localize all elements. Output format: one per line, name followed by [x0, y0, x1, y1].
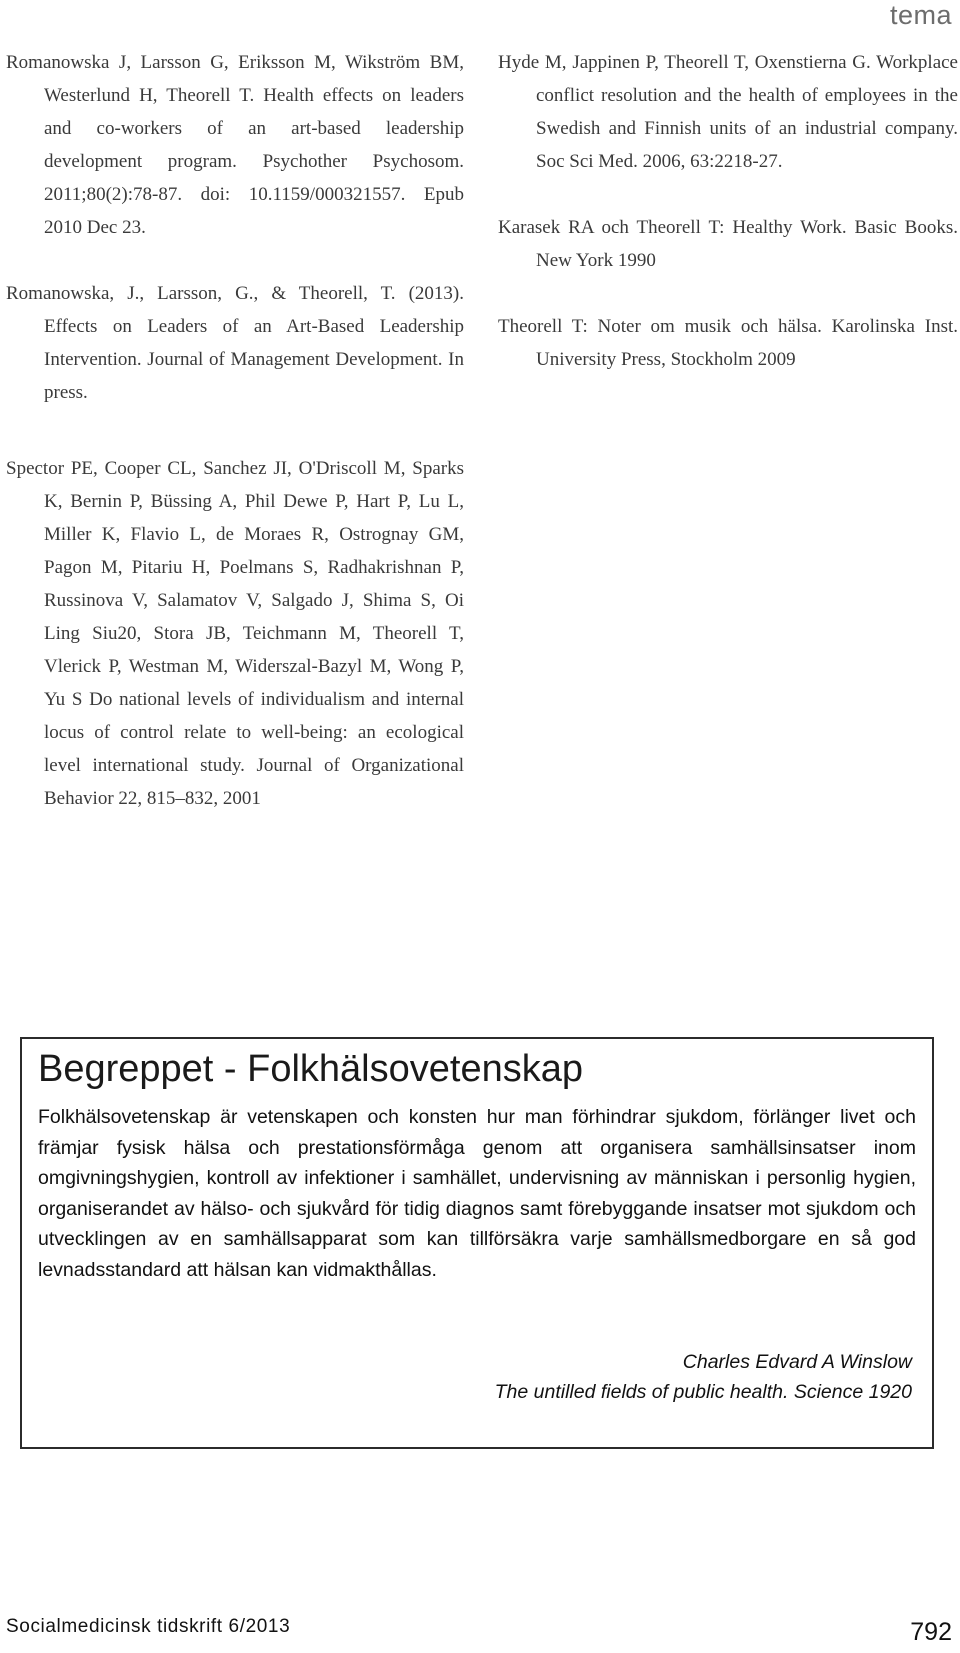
- reference-item: Romanowska, J., Larsson, G., & Theorell, T. (2013). Effects on Leaders of an Art-Based Leadership Intervention. Journal of Management Development. In press.: [6, 283, 464, 403]
- reference-item: Romanowska J, Larsson G, Eriksson M, Wikström BM, Westerlund H, Theorell T. Health effects on leaders and co-workers of an art-based leadership development program. Psychother Psychosom. 2011;80(2):78-87. doi: 10.1159/000321557. Epub 2010 Dec 23.: [6, 52, 464, 238]
- references-right-column: [498, 46, 958, 409]
- definition-box-title: Begreppet - Folkhälsovetenskap: [38, 1048, 583, 1090]
- definition-box-body: Folkhälsovetenskap är vetenskapen och konsten hur man förhindrar sjukdom, förlänger livet och främjar fysisk hälsa och prestationsförmåga genom att organisera samhällsinsatser inom omgivningshygien, kontroll av infektioner i samhället, undervisning av människan i personlig hygien, organiserandet av hälso- och sjukvård för tidig diagnos samt förebyggande insatser mot sjukdom och utvecklingen av en samhällsapparat som kan tillförsäkra varje samhällsmedborgare en så god levnadsstandard att hälsan kan vidmakthållas.: [38, 1106, 916, 1281]
- section-tag: tema: [889, 0, 952, 30]
- references-left-column: [6, 46, 464, 848]
- reference-item: Theorell T: Noter om musik och hälsa. Karolinska Inst. University Press, Stockholm 2009: [498, 316, 958, 370]
- reference-item: Karasek RA och Theorell T: Healthy Work. Basic Books. New York 1990: [498, 217, 958, 271]
- footer-page-number: 792: [910, 1618, 952, 1646]
- footer-journal: Socialmedicinsk tidskrift 6/2013: [6, 1616, 291, 1637]
- definition-box: [20, 1037, 934, 1449]
- reference-item: Hyde M, Jappinen P, Theorell T, Oxenstierna G. Workplace conflict resolution and the health of employees in the Swedish and Finnish units of an industrial company. Soc Sci Med. 2006, 63:2218-27.: [498, 52, 958, 172]
- definition-box-source: The untilled fields of public health. Science 1920: [494, 1381, 912, 1403]
- reference-item: Spector PE, Cooper CL, Sanchez JI, O'Driscoll M, Sparks K, Bernin P, Büssing A, Phil Dewe P, Hart P, Lu L, Miller K, Flavio L, de Moraes R, Ostrognay GM, Pagon M, Pitariu H, Poelmans S, Radhakrishnan P, Russinova V, Salamatov V, Salgado J, Shima S, Oi Ling Siu20, Stora JB, Teichmann M, Theorell T, Vlerick P, Westman M, Widerszal-Bazyl M, Wong P, Yu S Do national levels of individualism and internal locus of control relate to well-being: an ecological level international study. Journal of Organizational Behavior 22, 815–832, 2001: [6, 458, 464, 809]
- definition-box-author: Charles Edvard A Winslow: [682, 1351, 912, 1373]
